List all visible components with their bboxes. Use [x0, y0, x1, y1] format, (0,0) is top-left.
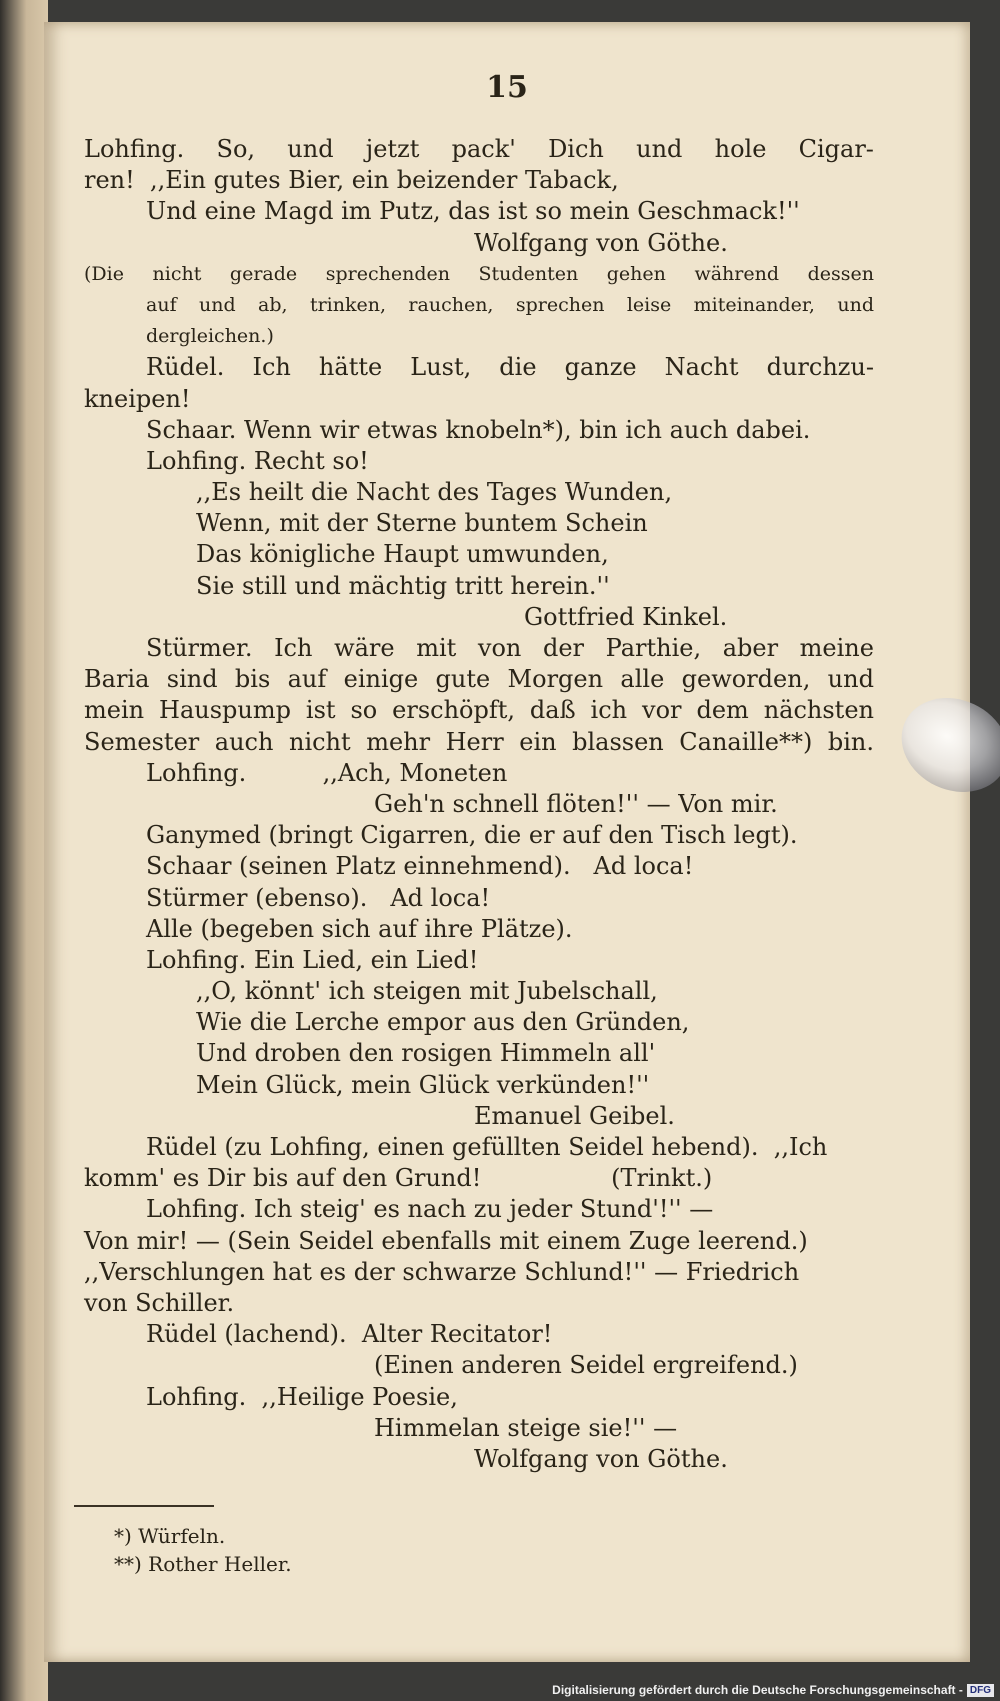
word: pack' — [451, 135, 516, 163]
text-line: Lohfing. Ich steig' es nach zu jeder Stund'!'' — — [146, 1195, 714, 1224]
word: so — [350, 696, 378, 725]
word: Hauspump — [159, 696, 291, 725]
word: ganze — [564, 353, 637, 382]
word: meine — [799, 634, 874, 662]
word: vor — [642, 696, 682, 725]
text-line — [84, 134, 874, 165]
word: jetzt — [365, 135, 420, 163]
word: die — [499, 353, 537, 382]
text-line: Wenn, mit der Sterne buntem Schein — [196, 509, 648, 538]
text-line: Schaar. Wenn wir etwas knobeln*), bin ich auch dabei. — [146, 415, 811, 444]
text-line: Wolfgang von Göthe. — [474, 228, 728, 257]
word: und — [287, 135, 334, 163]
text-line: Rüdel (lachend). Alter Recitator! — [146, 1320, 553, 1349]
word: miteinander, — [693, 293, 815, 316]
word: gute — [435, 665, 491, 694]
word: hätte — [318, 353, 383, 382]
text-line: Wie die Lerche empor aus den Gründen, — [196, 1008, 690, 1037]
word: wäre — [334, 634, 395, 662]
text-line: Ganymed (bringt Cigarren, die er auf den Tisch legt). — [146, 821, 798, 850]
word: Canaille**) — [679, 727, 813, 756]
text-line: Gottfried Kinkel. — [524, 602, 728, 631]
word: sprechenden — [325, 262, 450, 285]
footnote-2: **) Rother Heller. — [114, 1552, 292, 1576]
text-line: dergleichen.) — [146, 325, 274, 348]
word: aber — [722, 634, 779, 662]
word: Ich — [274, 634, 313, 662]
text-line: Das königliche Haupt umwunden, — [196, 540, 609, 569]
word: (Die — [84, 262, 124, 285]
body-text — [84, 134, 874, 1475]
word: und — [827, 665, 874, 694]
word: rauchen, — [408, 293, 494, 316]
footnotes — [114, 1522, 292, 1578]
text-line: kneipen! — [84, 384, 191, 413]
text-line: von Schiller. — [84, 1288, 235, 1317]
dfg-logo: DFG — [967, 1684, 994, 1697]
word: leise — [626, 293, 672, 316]
word: der — [542, 634, 585, 662]
word: ich — [590, 696, 628, 725]
word: einige — [343, 665, 419, 694]
word: So, — [216, 135, 256, 163]
footnote-1: *) Würfeln. — [114, 1524, 226, 1548]
text-line: Und droben den rosigen Himmeln all' — [196, 1039, 656, 1068]
word: trinken, — [309, 293, 387, 316]
word: während — [694, 262, 779, 285]
text-line — [84, 290, 874, 321]
word: gehen — [606, 262, 666, 285]
text-line: Sie still und mächtig tritt herein.'' — [196, 571, 610, 600]
word: und — [636, 135, 683, 163]
word: bis — [234, 665, 271, 694]
word: Dich — [548, 135, 604, 163]
text-line: ,,Verschlungen hat es der schwarze Schlund!'' — Friedrich — [84, 1257, 800, 1286]
word: sind — [166, 665, 218, 694]
word: Rüdel. — [146, 353, 225, 382]
word: erschöpft, — [392, 696, 515, 725]
text-line: Schaar (seinen Platz einnehmend). Ad loca! — [146, 852, 694, 881]
book-page — [44, 22, 970, 1662]
word: Herr — [445, 727, 504, 756]
credit-text: Digitalisierung gefördert durch die Deutsche Forschungsgemeinschaft - — [552, 1683, 963, 1697]
word: alle — [620, 665, 665, 694]
text-line: Wolfgang von Göthe. — [474, 1444, 728, 1473]
word: nicht — [288, 727, 351, 756]
word: Parthie, — [605, 634, 702, 662]
word: geworden, — [681, 665, 811, 694]
text-line: komm' es Dir bis auf den Grund! (Trinkt.) — [84, 1164, 713, 1193]
word: und — [837, 293, 874, 316]
text-line: Von mir! — (Sein Seidel ebenfalls mit einem Zuge leerend.) — [84, 1226, 808, 1255]
word: Baria — [84, 665, 150, 694]
word: Morgen — [507, 665, 604, 694]
text-line: Mein Glück, mein Glück verkünden!'' — [196, 1070, 650, 1099]
word: Lust, — [410, 353, 472, 382]
word: Studenten — [478, 262, 579, 285]
word: Stürmer. — [146, 634, 253, 662]
text-line: Lohfing. ,,Heilige Poesie, — [146, 1382, 458, 1411]
word: Ich — [252, 353, 291, 382]
word: und — [199, 293, 236, 316]
text-line: (Einen anderen Seidel ergreifend.) — [374, 1351, 798, 1380]
word: Lohfing. — [84, 135, 185, 163]
text-line: Lohfing. Ein Lied, ein Lied! — [146, 945, 479, 974]
word: auch — [214, 727, 274, 756]
text-line — [84, 664, 874, 695]
word: mehr — [366, 727, 431, 756]
text-line: Alle (begeben sich auf ihre Plätze). — [146, 914, 573, 943]
word: nicht — [152, 262, 202, 285]
word: bin. — [827, 727, 874, 756]
word: ist — [305, 696, 336, 725]
word: ein — [519, 727, 557, 756]
word: dessen — [807, 262, 874, 285]
word: Nacht — [664, 353, 739, 382]
text-line: Emanuel Geibel. — [474, 1101, 675, 1130]
word: mein — [84, 696, 145, 725]
text-line: Geh'n schnell flöten!'' — Von mir. — [374, 789, 778, 818]
word: hole — [714, 135, 767, 163]
text-line — [84, 259, 874, 290]
text-line: Stürmer (ebenso). Ad loca! — [146, 883, 491, 912]
word: auf — [146, 293, 177, 316]
word: dem — [696, 696, 749, 725]
text-line — [84, 352, 874, 383]
word: sprechen — [515, 293, 605, 316]
text-line — [84, 695, 874, 726]
word: gerade — [229, 262, 298, 285]
text-line: Lohfing. ,,Ach, Moneten — [146, 758, 508, 787]
word: nächsten — [763, 696, 874, 725]
text-line: ,,Es heilt die Nacht des Tages Wunden, — [196, 478, 673, 507]
word: Semester — [84, 727, 200, 756]
footnote-divider — [74, 1505, 214, 1507]
word: ab, — [258, 293, 288, 316]
word: von — [477, 634, 522, 662]
digitization-credit — [552, 1683, 994, 1697]
word: auf — [287, 665, 327, 694]
text-line: Lohfing. Recht so! — [146, 446, 369, 475]
book-binding-edge — [0, 0, 48, 1701]
word: durchzu- — [766, 353, 874, 382]
word: Cigar- — [798, 135, 874, 163]
text-line: ,,O, könnt' ich steigen mit Jubelschall, — [196, 977, 658, 1006]
text-line — [84, 633, 874, 664]
word: daß — [529, 696, 576, 725]
word: blassen — [572, 727, 664, 756]
word: mit — [416, 634, 457, 662]
page-number: 15 — [486, 70, 528, 105]
text-line: ren! ,,Ein gutes Bier, ein beizender Taback, — [84, 166, 619, 195]
text-line: Und eine Magd im Putz, das ist so mein Geschmack!'' — [146, 197, 800, 226]
text-line: Himmelan steige sie!'' — — [374, 1413, 678, 1442]
text-line: Rüdel (zu Lohfing, einen gefüllten Seidel hebend). ,,Ich — [146, 1133, 828, 1161]
text-line — [84, 727, 874, 758]
